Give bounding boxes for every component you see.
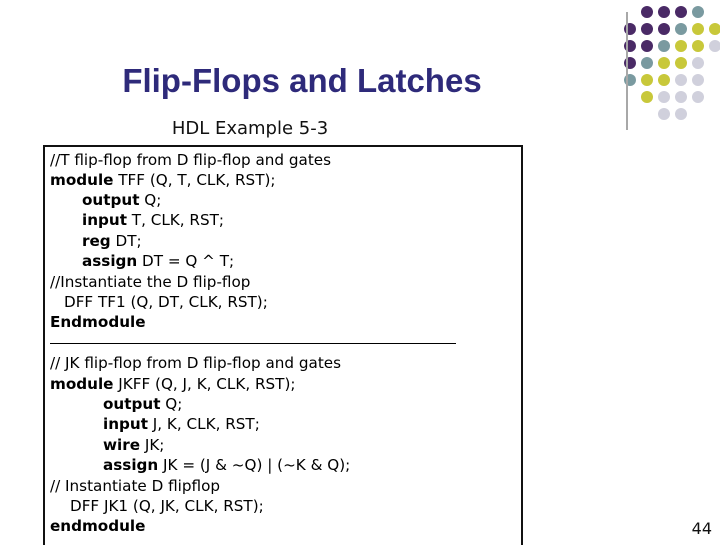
code-comment-line: //T flip-flop from D flip-flop and gates [50, 151, 332, 169]
code-line [50, 312, 146, 332]
code-text: DT; [110, 232, 142, 250]
code-separator [50, 343, 456, 344]
code-text: T, CLK, RST; [126, 211, 224, 229]
decorative-vertical-rule [626, 12, 628, 130]
code-keyword: assign [103, 456, 159, 474]
code-text: JKFF (Q, J, K, CLK, RST); [113, 375, 296, 393]
code-keyword: input [82, 211, 127, 229]
code-text: TFF (Q, T, CLK, RST); [113, 171, 276, 189]
code-comment-line: // JK flip-flop from D flip-flop and gates [50, 354, 342, 372]
code-line [103, 455, 350, 475]
code-keyword: input [103, 415, 148, 433]
code-line [82, 251, 234, 271]
code-line [50, 170, 276, 190]
code-text: J, K, CLK, RST; [147, 415, 260, 433]
code-keyword: assign [82, 252, 138, 270]
code-line: DFF JK1 (Q, JK, CLK, RST); [70, 497, 264, 515]
slide-title: Flip-Flops and Latches [122, 62, 482, 99]
code-line [50, 516, 145, 536]
code-text: Q; [139, 191, 162, 209]
code-comment-line: //Instantiate the D flip-flop [50, 273, 251, 291]
code-keyword: reg [82, 232, 111, 250]
code-line [103, 394, 182, 414]
code-line [82, 190, 161, 210]
code-keyword: output [103, 395, 161, 413]
code-keyword: Endmodule [50, 313, 146, 331]
code-text: DT = Q ^ T; [137, 252, 235, 270]
page-number: 44 [691, 519, 712, 538]
code-line [82, 210, 224, 230]
code-keyword: endmodule [50, 517, 146, 535]
code-text: JK; [140, 436, 165, 454]
code-keyword: wire [103, 436, 141, 454]
code-line [50, 374, 296, 394]
code-line [103, 435, 164, 455]
slide-subtitle: HDL Example 5-3 [171, 118, 329, 139]
code-line [82, 231, 142, 251]
code-keyword: module [50, 375, 114, 393]
code-line: DFF TF1 (Q, DT, CLK, RST); [64, 293, 268, 311]
code-keyword: output [82, 191, 140, 209]
code-line [103, 414, 260, 434]
code-keyword: module [50, 171, 114, 189]
code-text: JK = (J & ~Q) | (~K & Q); [158, 456, 351, 474]
code-text: Q; [160, 395, 183, 413]
code-comment-line: // Instantiate D flipflop [50, 477, 221, 495]
